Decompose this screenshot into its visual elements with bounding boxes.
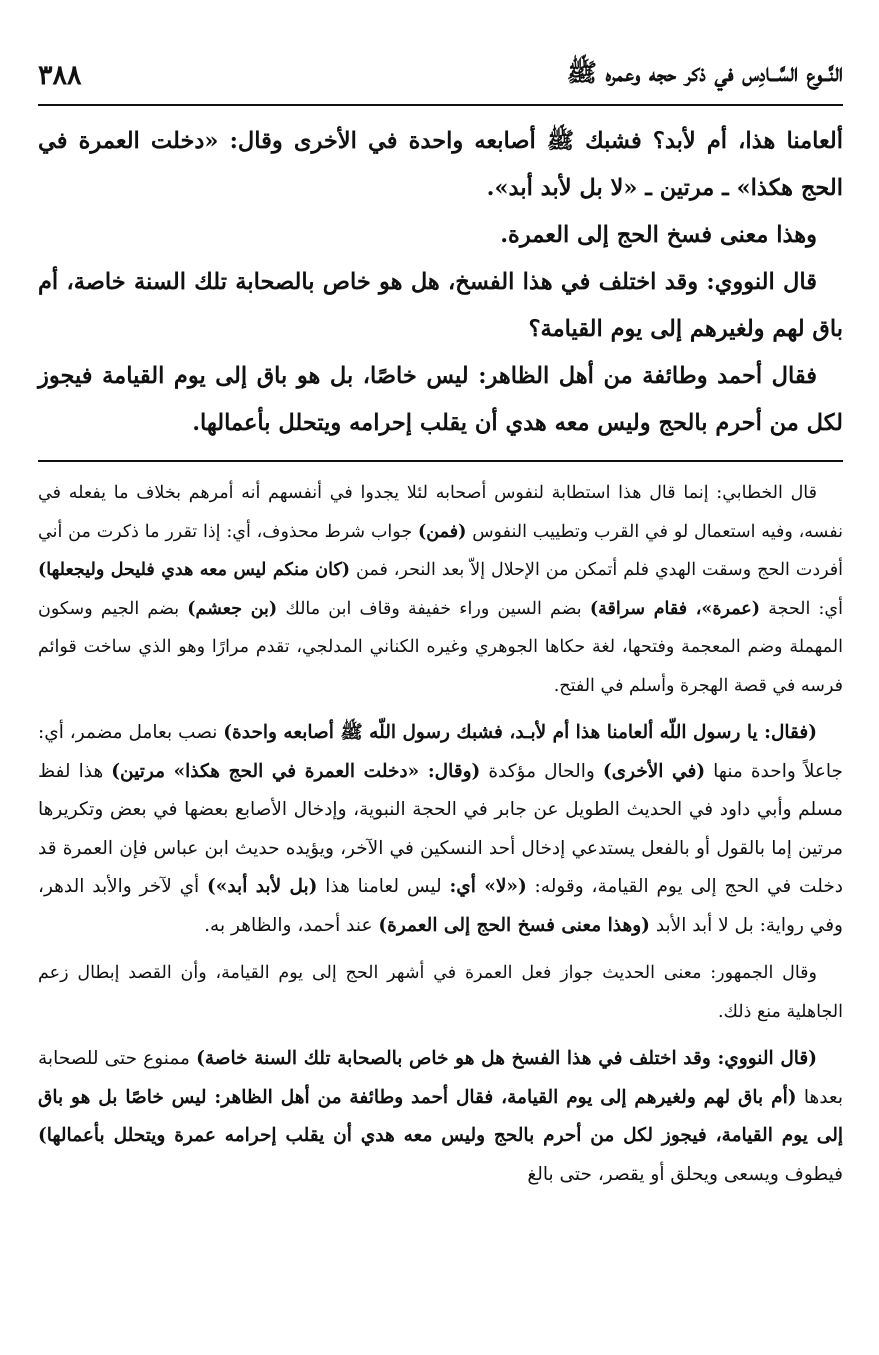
main-paragraph: قال النووي: وقد اختلف في هذا الفسخ، هل هو خاص بالصحابة تلك السنة خاصة، أم باق لهم ولغيرهم إلى يوم القيامة؟ xyxy=(38,269,843,342)
commentary-text: قال الخطابي: إنما قال هذا استطابة لنفوس أصحابه لئلا يجدوا في أنفسهم أنه أمرهم بخلاف ما يفعله في نفسه، وفيه استعمال لو في القرب وتطييب النفوس xyxy=(38,483,843,542)
chapter-title: النَّــوع السَّــادِس في ذكر حجه وعمره ﷺ xyxy=(566,57,843,87)
commentary-text: والحال مؤكدة xyxy=(480,760,603,782)
main-paragraph: وهذا معنى فسخ الحج إلى العمرة. xyxy=(500,222,817,248)
main-text xyxy=(38,118,843,447)
commentary-text: هذا لفظ مسلم وأبي داود في الحديث الطويل عن جابر في الحجة النبوية، وإدخال الأصابع بعضها في بعض وتكريرها مرتين إما بالقول أو بالفعل يستدعي إدخال أحد النسكين في الآخر، ويؤيده حديث ابن عباس فإن العمرة قد دخلت في الحج إلى يوم القيامة، وقوله: xyxy=(38,760,843,897)
commentary-text: فيطوف ويسعى ويحلق أو يقصر، حتى بالغ xyxy=(527,1163,843,1185)
commentary-text: أي لآخر والأبد الدهر، وفي رواية: بل لا أبد الأبد xyxy=(38,876,843,936)
commentary-text: أي: الحجة xyxy=(760,598,843,619)
commentary-text: نصب بعامل مضمر، أي: جاعلاً واحدة منها xyxy=(38,722,843,782)
commentary-quote: («لا» أي: xyxy=(449,876,527,897)
commentary-paragraph xyxy=(38,1040,843,1194)
main-paragraph: ألعامنا هذا، أم لأبد؟ فشبك ﷺ أصابعه واحدة في الأخرى وقال: «دخلت العمرة في الحج هكذا» ـ مرتين ـ «لا بل لأبد أبد». xyxy=(38,128,843,201)
commentary-text: بضم الجيم وسكون المهملة وضم المعجمة وفتحها، لغة حكاها الجوهري وغيره الكناني المدلجي، تقدم مرارًا وهو الذي ساخت قوائم فرسه في قصة الهجرة وأسلم في الفتح. xyxy=(38,598,843,696)
main-paragraph: فقال أحمد وطائفة من أهل الظاهر: ليس خاصًا، بل هو باق إلى يوم القيامة فيجوز لكل من أحرم بالحج وليس معه هدي أن يقلب إحرامه ويتحلل بأعمالها. xyxy=(38,363,843,436)
commentary-paragraph xyxy=(38,474,843,705)
page-number: ٣٨٨ xyxy=(38,59,82,91)
commentary-quote: (بل لأبد أبد») xyxy=(207,876,318,897)
commentary-quote: (أم باق لهم ولغيرهم إلى يوم القيامة، فقال أحمد وطائفة من أهل الظاهر: ليس خاصًا بل هو باق إلى يوم القيامة، فيجوز لكل من أحرم بالحج وليس معه هدي أن يقلب إحرامه عمرة ويتحلل بأعمالها) xyxy=(38,1086,843,1146)
commentary-paragraph xyxy=(38,714,843,945)
commentary-quote: (وهذا معنى فسخ الحج إلى العمرة) xyxy=(378,914,650,936)
commentary-quote: (في الأخرى) xyxy=(602,760,706,782)
commentary-quote: (فمن) xyxy=(417,521,467,542)
commentary-quote: (بن جعشم) xyxy=(187,598,278,619)
header-divider xyxy=(38,104,843,106)
commentary-text: ليس لعامنا هذا xyxy=(317,876,450,897)
commentary-text: بضم السين وراء خفيفة وقاف ابن مالك xyxy=(277,598,590,619)
running-head xyxy=(38,52,843,98)
commentary-quote: (عمرة»، فقام سراقة) xyxy=(589,598,761,619)
footnote-divider xyxy=(38,460,843,462)
commentary xyxy=(38,474,843,1203)
commentary-paragraph: وقال الجمهور: معنى الحديث جواز فعل العمرة في أشهر الحج إلى يوم القيامة، وأن القصد إبطال زعم الجاهلية منع ذلك. xyxy=(38,963,843,1022)
commentary-text: عند أحمد، والظاهر به. xyxy=(204,914,379,936)
commentary-quote: (فقال: يا رسول اللّه ألعامنا هذا أم لأبـد، فشبك رسول اللّه ﷺ أصابعه واحدة) xyxy=(223,722,817,743)
commentary-quote: (قال النووي: وقد اختلف في هذا الفسخ هل هو خاص بالصحابة تلك السنة خاصة) xyxy=(196,1048,817,1069)
commentary-quote: (كان منكم ليس معه هدي فليحل وليجعلها) xyxy=(38,560,351,580)
commentary-quote: (وقال: «دخلت العمرة في الحج هكذا» مرتين) xyxy=(111,760,481,782)
commentary-text: ممنوع حتى للصحابة بعدها xyxy=(38,1048,843,1108)
commentary-text: جواب شرط محذوف، أي: إذا تقرر ما ذكرت من أني أفردت الحج وسقت الهدي فلم أتمكن من الإحلال إلاّ بعد النحر، فمن xyxy=(38,521,843,580)
